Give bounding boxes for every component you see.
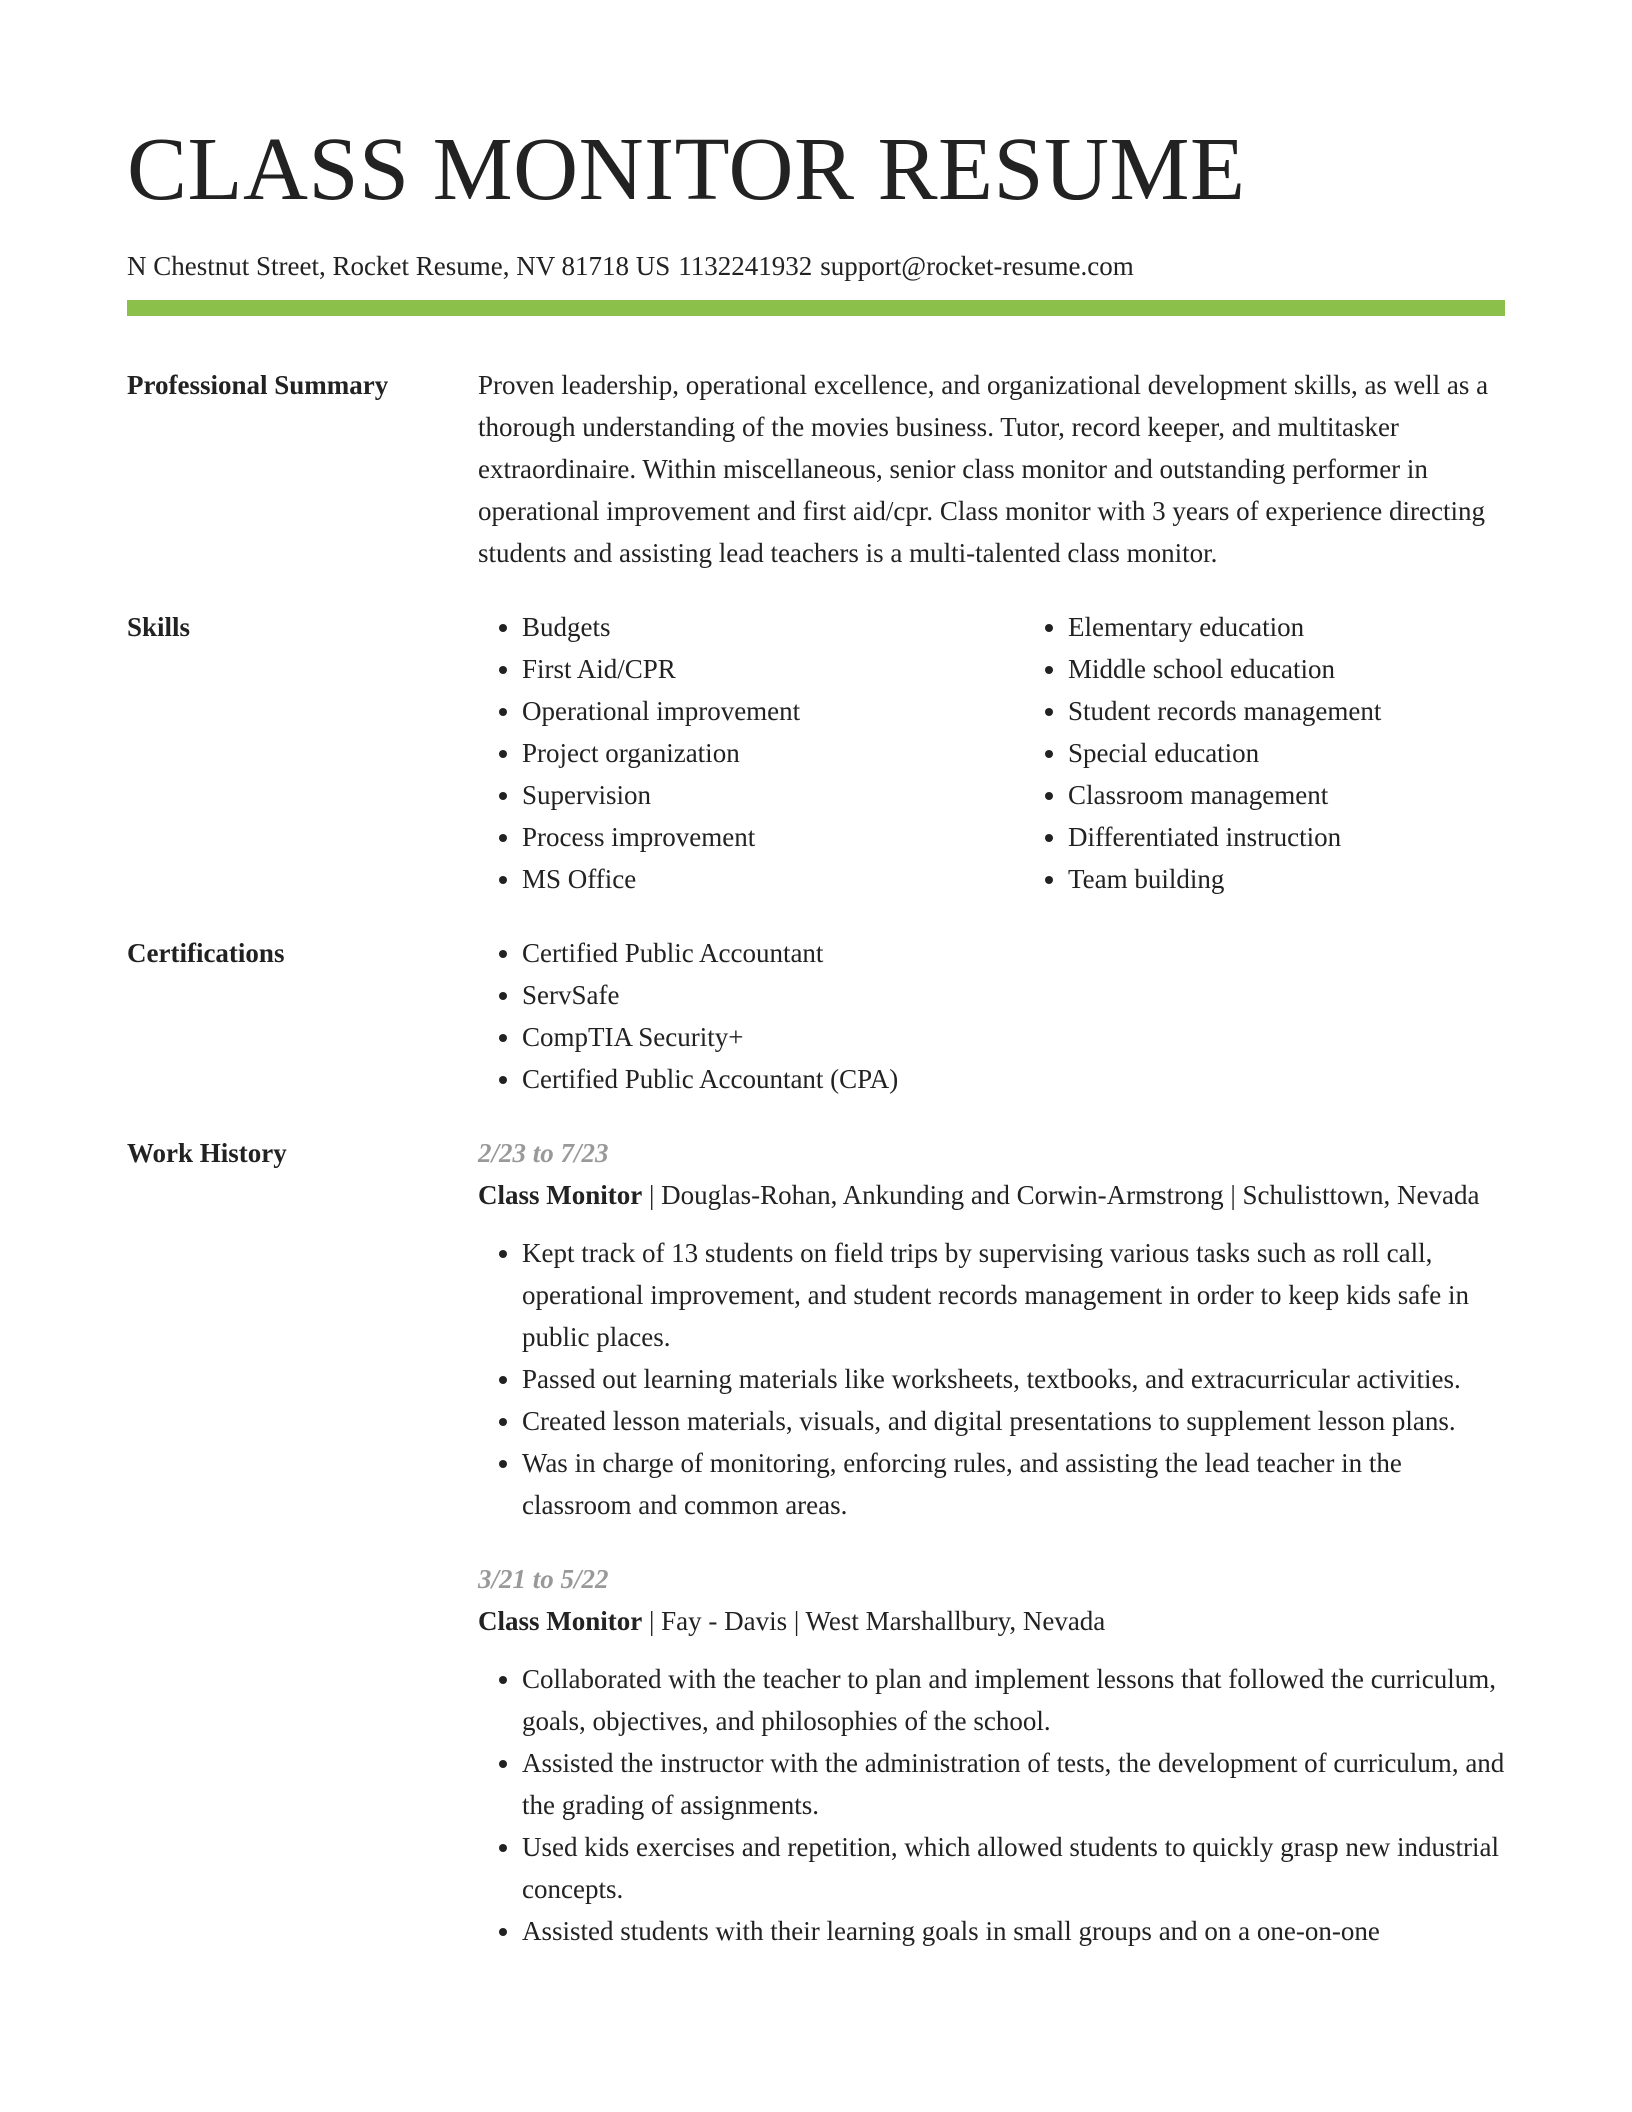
job-header [478,1600,1505,1642]
skill-item: • Operational improvement [522,690,1024,732]
skills-left-list [478,606,1024,900]
certification-item: • Certified Public Accountant [522,932,1505,974]
job-bullets [478,1658,1505,1952]
skills-section [127,606,1505,900]
job-bullet: • Created lesson materials, visuals, and digital presentations to supplement lesson plans. [522,1400,1505,1442]
skill-item: • Process improvement [522,816,1024,858]
job-bullet: • Passed out learning materials like worksheets, textbooks, and extracurricular activities. [522,1358,1505,1400]
job-bullet: • Assisted the instructor with the administration of tests, the development of curriculum, and the grading of assignments. [522,1742,1505,1826]
job-bullet: • Collaborated with the teacher to plan and implement lessons that followed the curriculum, goals, objectives, and philosophies of the school. [522,1658,1505,1742]
job-title: Class Monitor [478,1606,643,1636]
resume-title: CLASS MONITOR RESUME [127,120,1246,219]
job-bullet: • Was in charge of monitoring, enforcing rules, and assisting the lead teacher in the classroom and common areas. [522,1442,1505,1526]
work-history-section [127,1132,1505,1952]
certification-item: • CompTIA Security+ [522,1016,1505,1058]
skill-item: • Student records management [1068,690,1570,732]
certifications-list [478,932,1505,1100]
skill-item: • First Aid/CPR [522,648,1024,690]
job-title: Class Monitor [478,1180,643,1210]
work-history-heading: Work History [127,1138,287,1168]
skill-item: • Middle school education [1068,648,1570,690]
skill-item: • MS Office [522,858,1024,900]
skill-item: • Differentiated instruction [1068,816,1570,858]
job-bullet: • Used kids exercises and repetition, which allowed students to quickly grasp new industrial concepts. [522,1826,1505,1910]
skill-item: • Special education [1068,732,1570,774]
certification-item: • Certified Public Accountant (CPA) [522,1058,1505,1100]
contact-address: N Chestnut Street, Rocket Resume, NV 81718 US [127,251,671,281]
skill-item: • Supervision [522,774,1024,816]
job-details: | Douglas-Rohan, Ankunding and Corwin-Armstrong | Schulisttown, Nevada [642,1180,1480,1210]
job-dates: 2/23 to 7/23 [478,1138,609,1168]
header-divider [127,300,1505,316]
contact-email: support@rocket-resume.com [820,251,1134,281]
contact-line [127,248,1505,284]
skill-item: • Classroom management [1068,774,1570,816]
skill-item: • Elementary education [1068,606,1570,648]
skill-item: • Team building [1068,858,1570,900]
certifications-section [127,932,1505,1100]
skill-item: • Budgets [522,606,1024,648]
skills-right-list [1024,606,1570,900]
job-bullet: • Kept track of 13 students on field trips by supervising various tasks such as roll call, operational improvement, and student records management in order to keep kids safe in public places. [522,1232,1505,1358]
skills-heading: Skills [127,612,191,642]
job-dates: 3/21 to 5/22 [478,1564,609,1594]
job-bullets [478,1232,1505,1526]
job-entry [478,1132,1505,1526]
skill-item: • Project organization [522,732,1024,774]
summary-heading: Professional Summary [127,370,389,400]
certifications-heading: Certifications [127,938,285,968]
job-bullet: • Assisted students with their learning goals in small groups and on a one-on-one [522,1910,1505,1952]
job-entry [478,1558,1505,1952]
job-details: | Fay - Davis | West Marshallbury, Nevada [642,1606,1106,1636]
summary-text: Proven leadership, operational excellence, and organizational development skills, as well as a thorough understanding of the movies business. Tutor, record keeper, and multitasker extraordinaire. Within miscellaneous, senior class monitor and outstanding performer in operational improvement and first aid/cpr. Class monitor with 3 years of experience directing students and assisting lead teachers is a multi-talented class monitor. [478,370,1489,568]
certification-item: • ServSafe [522,974,1505,1016]
summary-section [127,364,1505,574]
job-header [478,1174,1505,1216]
contact-phone: 1132241932 [678,251,813,281]
